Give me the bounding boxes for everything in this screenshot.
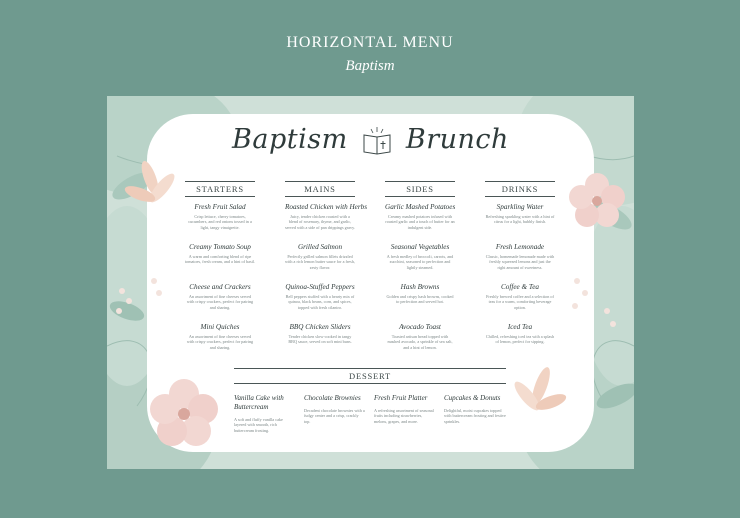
section-heading: DESSERT <box>234 368 506 384</box>
item-description: Juicy, tender chicken roasted with a blend of rosemary, thyme, and garlic, served with a side of pan drippings gravy. <box>285 214 355 230</box>
item-description: An assortment of fine cheeses served with crispy crackers, perfect for pairing and sharing. <box>186 334 254 350</box>
section-heading: STARTERS <box>185 181 255 197</box>
menu-title <box>107 124 634 155</box>
menu-item <box>485 243 555 283</box>
section-heading: SIDES <box>385 181 455 197</box>
item-description: Creamy mashed potatoes infused with roasted garlic and a touch of butter for an indulgent side. <box>385 214 455 230</box>
menu-item <box>485 203 555 243</box>
item-description: A fresh medley of broccoli, carrots, and zucchini, seasoned to perfection and lightly steamed. <box>386 254 454 270</box>
menu-item <box>285 323 355 363</box>
section-sides <box>385 181 455 363</box>
menu-title-right: Brunch <box>405 124 509 155</box>
dessert-item <box>304 394 366 433</box>
item-name: Fresh Lemonade <box>495 243 545 251</box>
item-name: Chocolate Brownies <box>304 394 361 402</box>
item-name: Seasonal Vegetables <box>390 243 450 251</box>
item-description: Tender chicken slow-cooked in tangy BBQ sauce, served on soft mini buns. <box>288 334 352 345</box>
item-name: Avocado Toast <box>399 323 441 331</box>
dessert-item <box>234 394 296 433</box>
item-name: Fresh Fruit Platter <box>374 394 428 402</box>
item-description: An assortment of fine cheeses served with crispy crackers, perfect for pairing and sharing. <box>186 294 254 310</box>
section-heading: MAINS <box>285 181 355 197</box>
peach-lily-icon <box>511 365 568 413</box>
pink-flower-icon <box>569 173 625 227</box>
menu-item <box>485 323 555 363</box>
item-name: Fresh Fruit Salad <box>194 203 246 211</box>
menu-item <box>285 283 355 323</box>
item-name: Mini Quiches <box>200 323 240 331</box>
menu-item <box>185 323 255 363</box>
menu-item <box>385 323 455 363</box>
item-description: A warm and comforting blend of ripe tomatoes, fresh cream, and a hint of basil. <box>185 254 256 265</box>
pink-flower-icon <box>150 379 218 446</box>
item-name: Cupcakes & Donuts <box>444 394 501 402</box>
menu-title-left: Baptism <box>232 124 348 155</box>
menu-item <box>185 203 255 243</box>
section-drinks <box>485 181 555 363</box>
section-heading: DRINKS <box>485 181 555 197</box>
page-title: HORIZONTAL MENU <box>286 34 454 51</box>
item-name: BBQ Chicken Sliders <box>289 323 351 331</box>
item-description: Chilled, refreshing iced tea with a splash of lemon, perfect for sipping. <box>485 334 555 345</box>
peach-lily-icon <box>123 159 178 206</box>
item-description: A refreshing assortment of seasonal fruits including strawberries, melons, grapes, and more. <box>374 408 434 424</box>
section-starters <box>185 181 255 363</box>
bible-cross-icon <box>361 125 393 155</box>
page-header <box>0 34 740 75</box>
menu-item <box>285 243 355 283</box>
item-name: Iced Tea <box>507 323 533 331</box>
item-name: Quinoa-Stuffed Peppers <box>285 283 355 291</box>
menu-item <box>485 283 555 323</box>
menu-card <box>107 96 634 469</box>
section-dessert <box>234 368 506 433</box>
menu-item <box>385 283 455 323</box>
menu-item <box>185 243 255 283</box>
item-description: Decadent chocolate brownies with a fudgy center and a crisp, crackly top. <box>304 408 365 424</box>
item-description: Delightful, moist cupcakes topped with buttercream frosting and festive sprinkles. <box>444 408 506 424</box>
menu-item <box>385 203 455 243</box>
item-name: Hash Browns <box>400 283 440 291</box>
item-name: Sparkling Water <box>496 203 544 211</box>
item-description: Classic, homemade lemonade made with freshly squeezed lemons and just the right amount of sweetness. <box>485 254 555 270</box>
item-description: Golden and crispy hash browns, cooked to perfection and served hot. <box>386 294 454 305</box>
item-description: Perfectly grilled salmon fillets drizzled with a rich lemon butter sauce for a fresh, zesty flavor. <box>285 254 355 270</box>
item-description: Freshly brewed coffee and a selection of teas for a warm, comforting beverage option. <box>486 294 554 310</box>
menu-item <box>285 203 368 243</box>
dessert-item <box>444 394 506 433</box>
dessert-item <box>374 394 436 433</box>
menu-item <box>185 283 255 323</box>
item-name: Cheese and Crackers <box>189 283 251 291</box>
item-description: Bell peppers stuffed with a hearty mix of quinoa, black beans, corn, and spices, topped with fresh cilantro. <box>285 294 355 310</box>
page-subtitle: Baptism <box>345 58 395 74</box>
item-name: Creamy Tomato Soup <box>189 243 251 251</box>
item-name: Garlic Mashed Potatoes <box>385 203 456 211</box>
item-name: Roasted Chicken with Herbs <box>285 203 368 211</box>
item-description: Crisp lettuce, cherry tomatoes, cucumbers, and red onions tossed in a light, tangy vinaigrette. <box>188 214 252 230</box>
item-name: Grilled Salmon <box>297 243 343 251</box>
item-description: Refreshing sparkling water with a hint of citrus for a light, bubbly finish. <box>485 214 555 225</box>
item-name: Coffee & Tea <box>500 283 540 291</box>
menu-item <box>385 243 455 283</box>
section-mains <box>285 181 368 363</box>
item-name: Vanilla Cake with Buttercream <box>234 394 284 411</box>
item-description: Toasted artisan bread topped with mashed avocado, a sprinkle of sea salt, and a hint of lemon. <box>387 334 453 350</box>
item-description: A soft and fluffy vanilla cake layered with smooth, rich buttercream frosting. <box>234 417 283 433</box>
